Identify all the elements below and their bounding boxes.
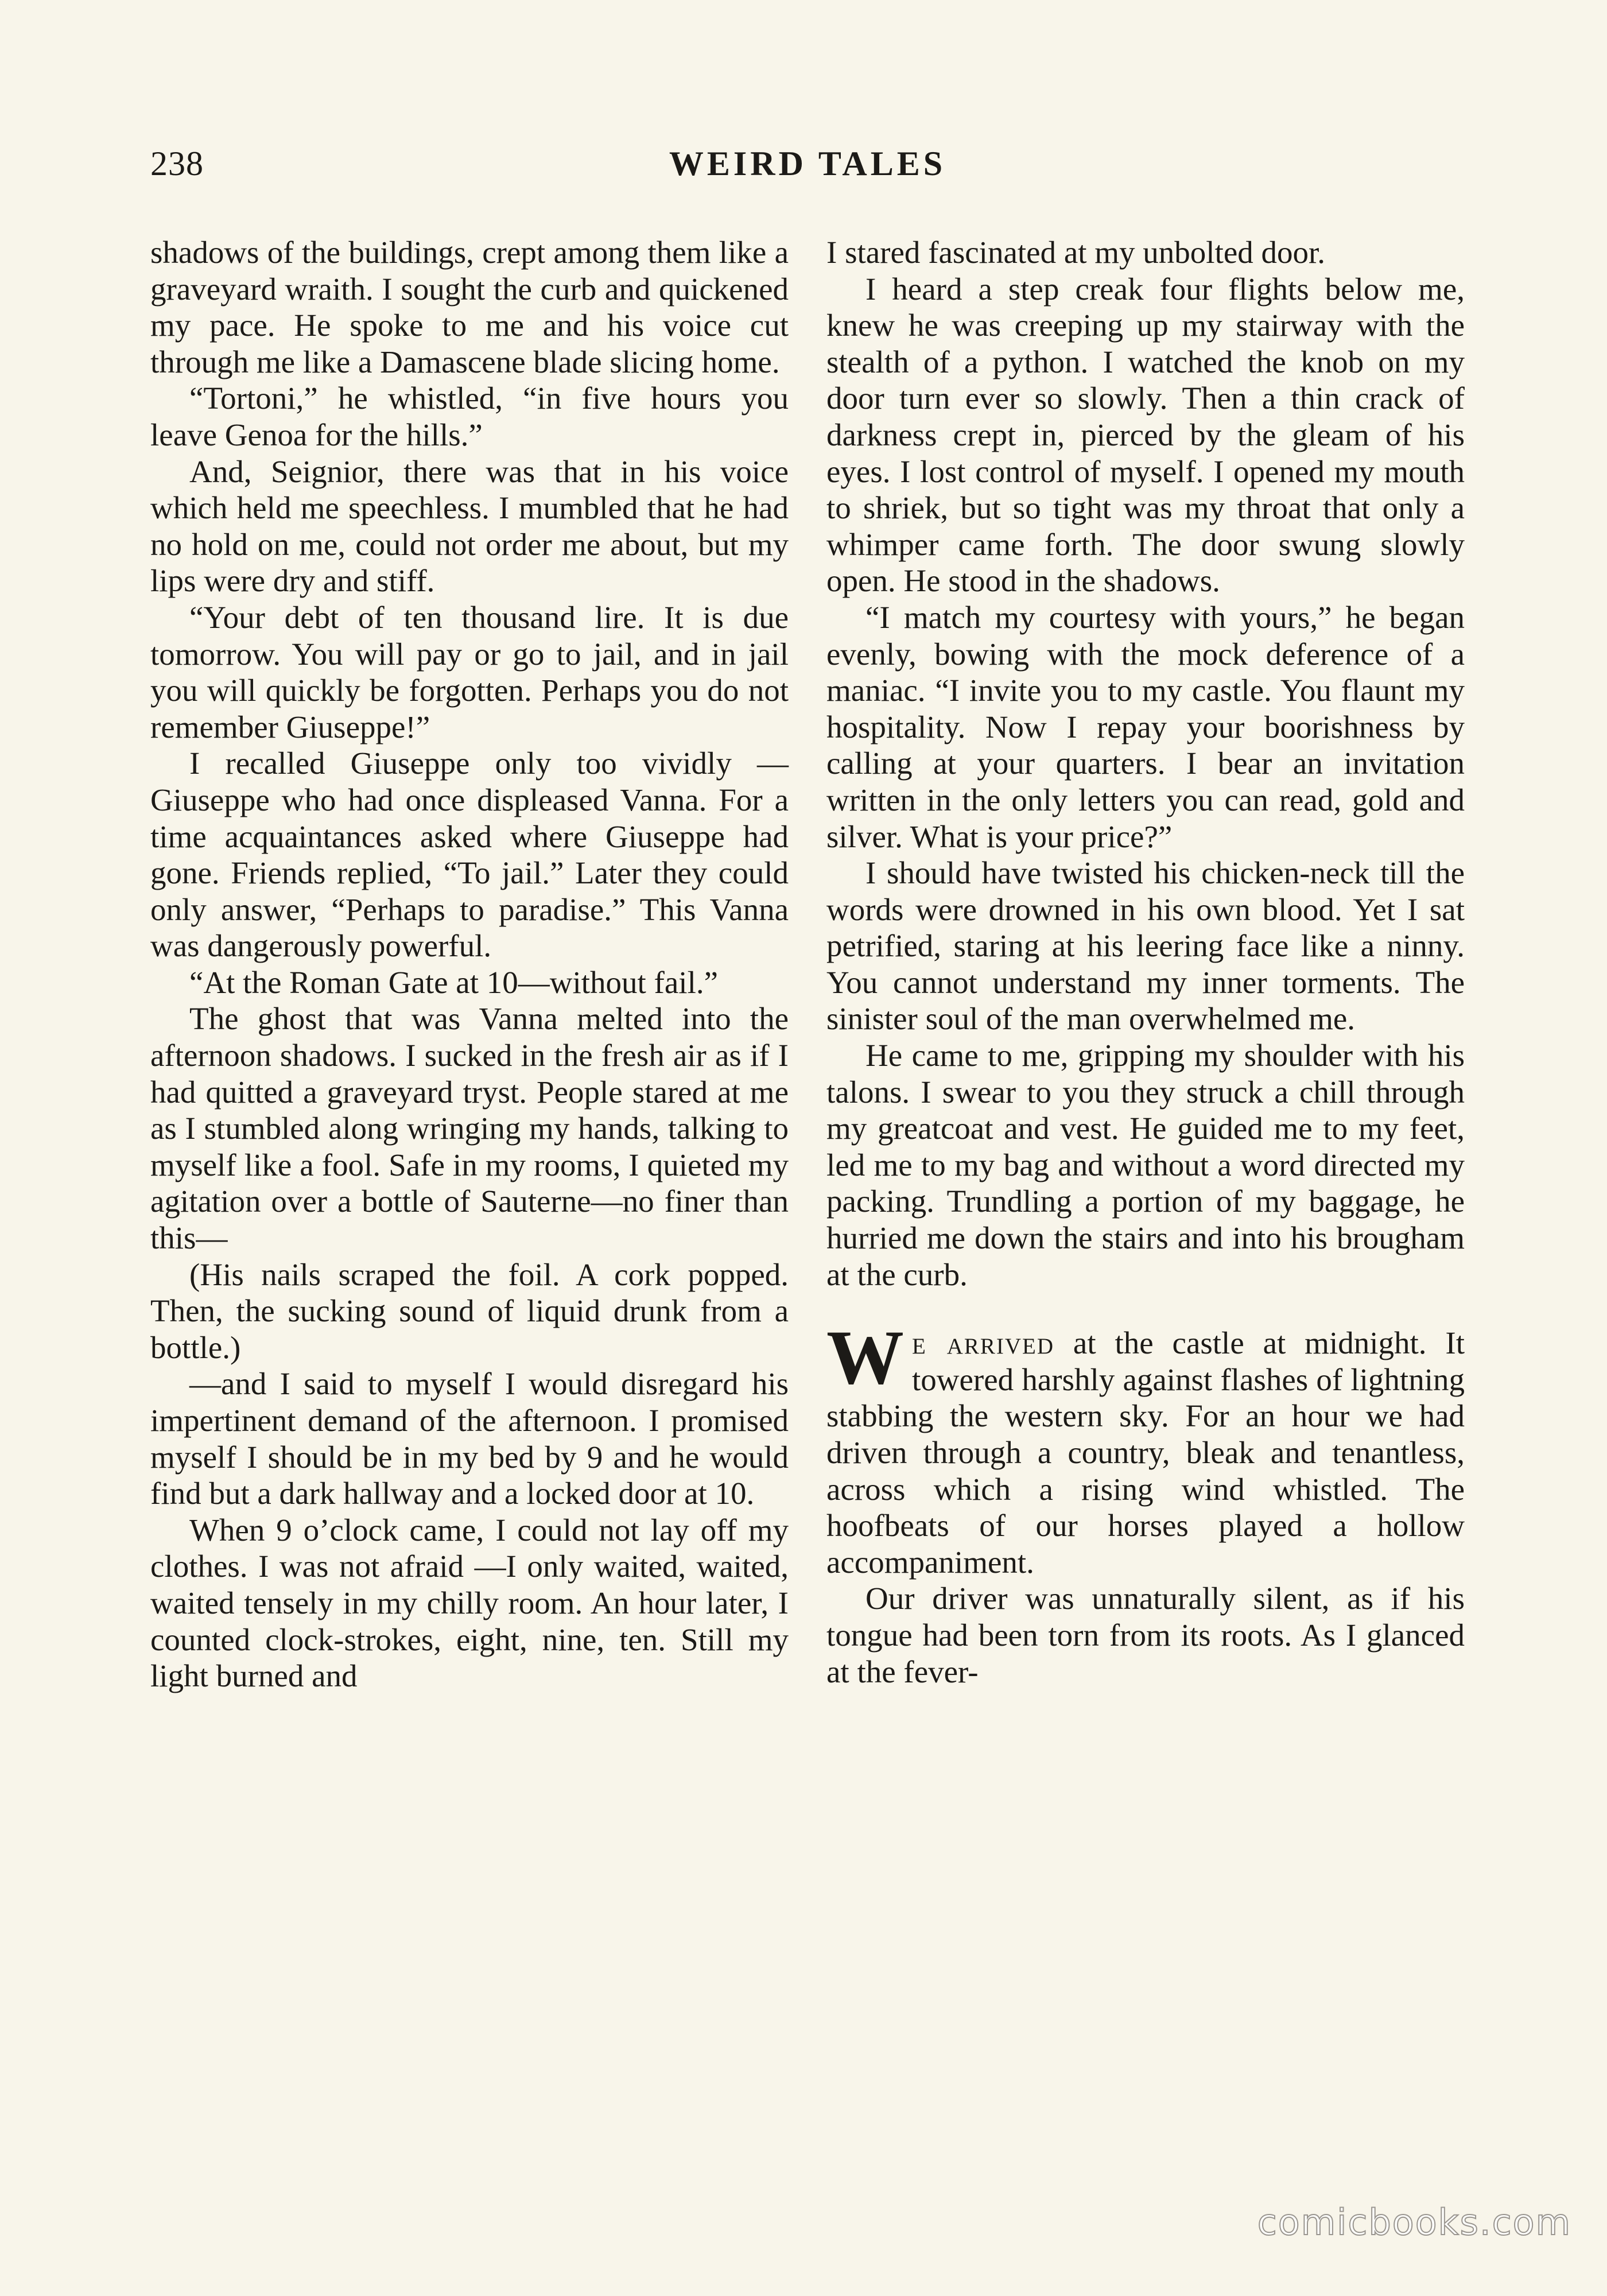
paragraph: I should have twisted his chicken-neck till the words were drowned in his own blood. Yet I sat petrified, staring at his leering face like a ninny. You cannot understand my inner torments. The sinister soul of the man overwhelmed me. xyxy=(826,855,1465,1037)
paragraph: I stared fascinated at my unbolted door. xyxy=(826,235,1326,270)
site-watermark: comicbooks.com xyxy=(1257,2201,1571,2243)
small-caps-lead: e arrived xyxy=(912,1325,1055,1361)
paragraph: —and I said to myself I would disregard his impertinent demand of the afternoon. I promised myself I should be in my bed by 9 and he would find but a dark hallway and a locked door at 10. xyxy=(150,1366,789,1511)
right-column xyxy=(826,234,1465,1690)
paragraph: I recalled Giuseppe only too vividly —Giuseppe who had once displeased Vanna. For a time acquaintances asked where Giuseppe had gone. Friends replied, “To jail.” Later they could only answer, “Perhaps to paradise.” This Vanna was dangerously powerful. xyxy=(150,746,789,964)
paragraph: He came to me, gripping my shoulder with his talons. I swear to you they struck a chill through my greatcoat and vest. He guided me to my feet, led me to my bag and without a word directed my packing. Trundling a portion of my baggage, he hurried me down the stairs and into his brougham at the curb. xyxy=(826,1038,1465,1292)
paragraph: “Your debt of ten thousand lire. It is due tomorrow. You will pay or go to jail, and in jail you will quickly be forgotten. Perhaps you do not remember Giuseppe!” xyxy=(150,599,789,744)
paragraph: When 9 o’clock came, I could not lay off my clothes. I was not afraid —I only waited, waited, waited tensely in my chilly room. An hour later, I counted clock-strokes, eight, nine, ten. Still my light burned and xyxy=(150,1512,789,1694)
drop-cap: W xyxy=(826,1315,904,1401)
paragraph: shadows of the buildings, crept among them like a graveyard wraith. I sought the curb and quickened my pace. He spoke to me and his voice cut through me like a Damascene blade slicing home. xyxy=(150,235,789,379)
paragraph: “Tortoni,” he whistled, “in five hours you leave Genoa for the hills.” xyxy=(150,381,789,452)
paragraph: The ghost that was Vanna melted into the afternoon shadows. I sucked in the fresh air as if I had quitted a graveyard tryst. People stared at me as I stumbled along wringing my hands, talking to myself like a fool. Safe in my rooms, I quieted my agitation over a bottle of Sauterne—no finer than this— xyxy=(150,1001,789,1256)
running-title: WEIRD TALES xyxy=(669,145,946,183)
page-header xyxy=(150,141,1465,187)
paragraph: Our driver was unnaturally silent, as if his tongue had been torn from its roots. As I glanced at the fever- xyxy=(826,1581,1465,1689)
paragraph: “I match my courtesy with yours,” he began evenly, bowing with the mock deference of a maniac. “I invite you to my castle. You flaunt my hospitality. Now I repay your boorishness by calling at your quarters. I bear an invitation written in the only letters you can read, gold and silver. What is your price?” xyxy=(826,599,1465,854)
paragraph: “At the Roman Gate at 10—without fail.” xyxy=(189,964,719,1000)
page-number: 238 xyxy=(150,145,204,183)
paragraph-text: at the castle at midnight. It towered harshly against flashes of lightning stabbing the western sky. For an hour we had driven through a country, bleak and tenantless, across which a rising wind whistled. The hoofbeats of our horses played a hollow accompaniment. xyxy=(826,1325,1465,1580)
left-column xyxy=(150,234,789,1694)
paragraph: I heard a step creak four flights below me, knew he was creeping up my stairway with the stealth of a python. I watched the knob on my door turn ever so slowly. Then a thin crack of darkness crept in, pierced by the gleam of his eyes. I lost control of myself. I opened my mouth to shriek, but so tight was my throat that only a whimper came forth. The door swung slowly open. He stood in the shadows. xyxy=(826,271,1465,599)
paragraph: And, Seignior, there was that in his voice which held me speechless. I mumbled that he had no hold on me, could not order me about, but my lips were dry and stiff. xyxy=(150,453,789,599)
paragraph: (His nails scraped the foil. A cork popped. Then, the sucking sound of liquid drunk from a bottle.) xyxy=(150,1256,789,1365)
section-opening-paragraph xyxy=(826,1315,1465,1580)
section-break xyxy=(826,1293,1465,1325)
